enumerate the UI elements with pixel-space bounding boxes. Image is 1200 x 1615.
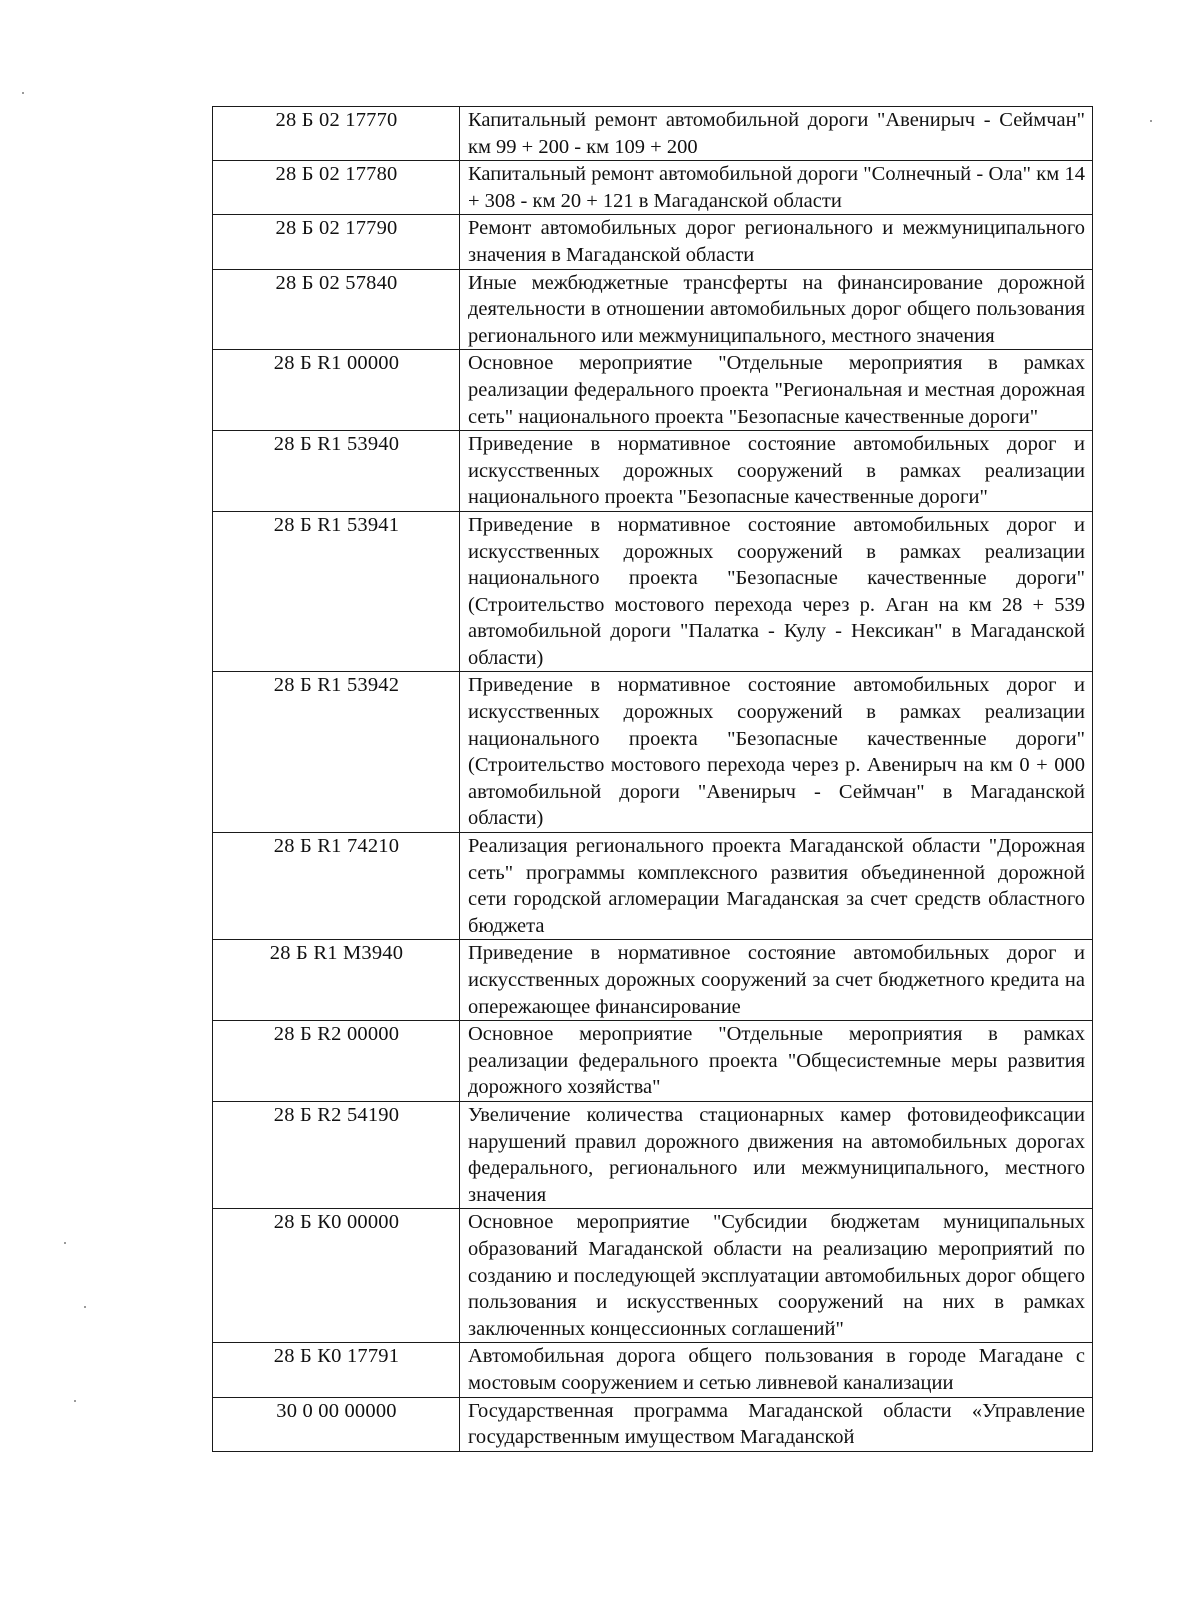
row-description: Капитальный ремонт автомобильной дороги "Авенирыч - Сеймчан" км 99 + 200 - км 109 + 200 [460, 107, 1093, 161]
table-row [213, 161, 1093, 215]
row-code: 28 Б 02 57840 [213, 269, 460, 350]
row-description: Иные межбюджетные трансферты на финансирование дорожной деятельности в отношении автомобильных дорог общего пользования регионального или межмуниципального, местного значения [460, 269, 1093, 350]
row-description: Увеличение количества стационарных камер фотовидеофиксации нарушений правил дорожного движения на автомобильных дорогах федерального, регионального или межмуниципального, местного значения [460, 1101, 1093, 1208]
table-row [213, 215, 1093, 269]
table-row [213, 1397, 1093, 1451]
row-code: 28 Б 02 17770 [213, 107, 460, 161]
row-description: Основное мероприятие "Отдельные мероприятия в рамках реализации федерального проекта "Региональная и местная дорожная сеть" национального проекта "Безопасные качественные дороги" [460, 350, 1093, 431]
row-description: Приведение в нормативное состояние автомобильных дорог и искусственных дорожных сооружений в рамках реализации национального проекта "Безопасные качественные дороги" (Строительство мостового перехода через р. Авенирыч на км 0 + 000 автомобильной дороги "Авенирыч - Сеймчан" в Магаданской области) [460, 672, 1093, 833]
row-code: 30 0 00 00000 [213, 1397, 460, 1451]
scan-speck [74, 1400, 76, 1402]
table-body [213, 107, 1093, 1452]
scan-speck [84, 1306, 86, 1308]
table-row [213, 350, 1093, 431]
row-description: Основное мероприятие "Субсидии бюджетам муниципальных образований Магаданской области на реализацию мероприятий по созданию и последующей эксплуатации автомобильных дорог общего пользования и искусственных сооружений на них в рамках заключенных концессионных соглашений" [460, 1209, 1093, 1343]
row-code: 28 Б R1 53940 [213, 431, 460, 512]
row-description: Реализация регионального проекта Магаданской области "Дорожная сеть" программы комплексного развития объединенной дорожной сети городской агломерации Магаданская за счет средств областного бюджета [460, 833, 1093, 940]
table-row [213, 1343, 1093, 1397]
table-row [213, 269, 1093, 350]
table-row [213, 511, 1093, 672]
row-description: Капитальный ремонт автомобильной дороги "Солнечный - Ола" км 14 + 308 - км 20 + 121 в Магаданской области [460, 161, 1093, 215]
row-description: Ремонт автомобильных дорог регионального и межмуниципального значения в Магаданской области [460, 215, 1093, 269]
table-row [213, 1209, 1093, 1343]
table-row [213, 431, 1093, 512]
table-row [213, 672, 1093, 833]
row-description: Основное мероприятие "Отдельные мероприятия в рамках реализации федерального проекта "Общесистемные меры развития дорожного хозяйства" [460, 1021, 1093, 1102]
scan-speck [22, 92, 24, 94]
row-code: 28 Б R1 M3940 [213, 940, 460, 1021]
scan-speck [1150, 120, 1152, 122]
table-row [213, 1101, 1093, 1208]
row-description: Приведение в нормативное состояние автомобильных дорог и искусственных дорожных сооружений в рамках реализации национального проекта "Безопасные качественные дороги" [460, 431, 1093, 512]
row-code: 28 Б R1 74210 [213, 833, 460, 940]
table-row [213, 107, 1093, 161]
table-row [213, 940, 1093, 1021]
row-description: Автомобильная дорога общего пользования в городе Магадане с мостовым сооружением и сетью ливневой канализации [460, 1343, 1093, 1397]
row-code: 28 Б R2 54190 [213, 1101, 460, 1208]
table-row [213, 833, 1093, 940]
scan-speck [64, 1242, 66, 1244]
row-code: 28 Б R1 00000 [213, 350, 460, 431]
row-description: Приведение в нормативное состояние автомобильных дорог и искусственных дорожных сооружений за счет бюджетного кредита на опережающее финансирование [460, 940, 1093, 1021]
budget-classification-table [212, 106, 1093, 1452]
row-code: 28 Б R1 53941 [213, 511, 460, 672]
row-code: 28 Б К0 00000 [213, 1209, 460, 1343]
row-code: 28 Б 02 17780 [213, 161, 460, 215]
row-description: Приведение в нормативное состояние автомобильных дорог и искусственных дорожных сооружений в рамках реализации национального проекта "Безопасные качественные дороги" (Строительство мостового перехода через р. Аган на км 28 + 539 автомобильной дороги "Палатка - Кулу - Нексикан" в Магаданской области) [460, 511, 1093, 672]
row-code: 28 Б R1 53942 [213, 672, 460, 833]
row-description: Государственная программа Магаданской области «Управление государственным имуществом Магаданской [460, 1397, 1093, 1451]
row-code: 28 Б R2 00000 [213, 1021, 460, 1102]
table-row [213, 1021, 1093, 1102]
row-code: 28 Б 02 17790 [213, 215, 460, 269]
row-code: 28 Б К0 17791 [213, 1343, 460, 1397]
